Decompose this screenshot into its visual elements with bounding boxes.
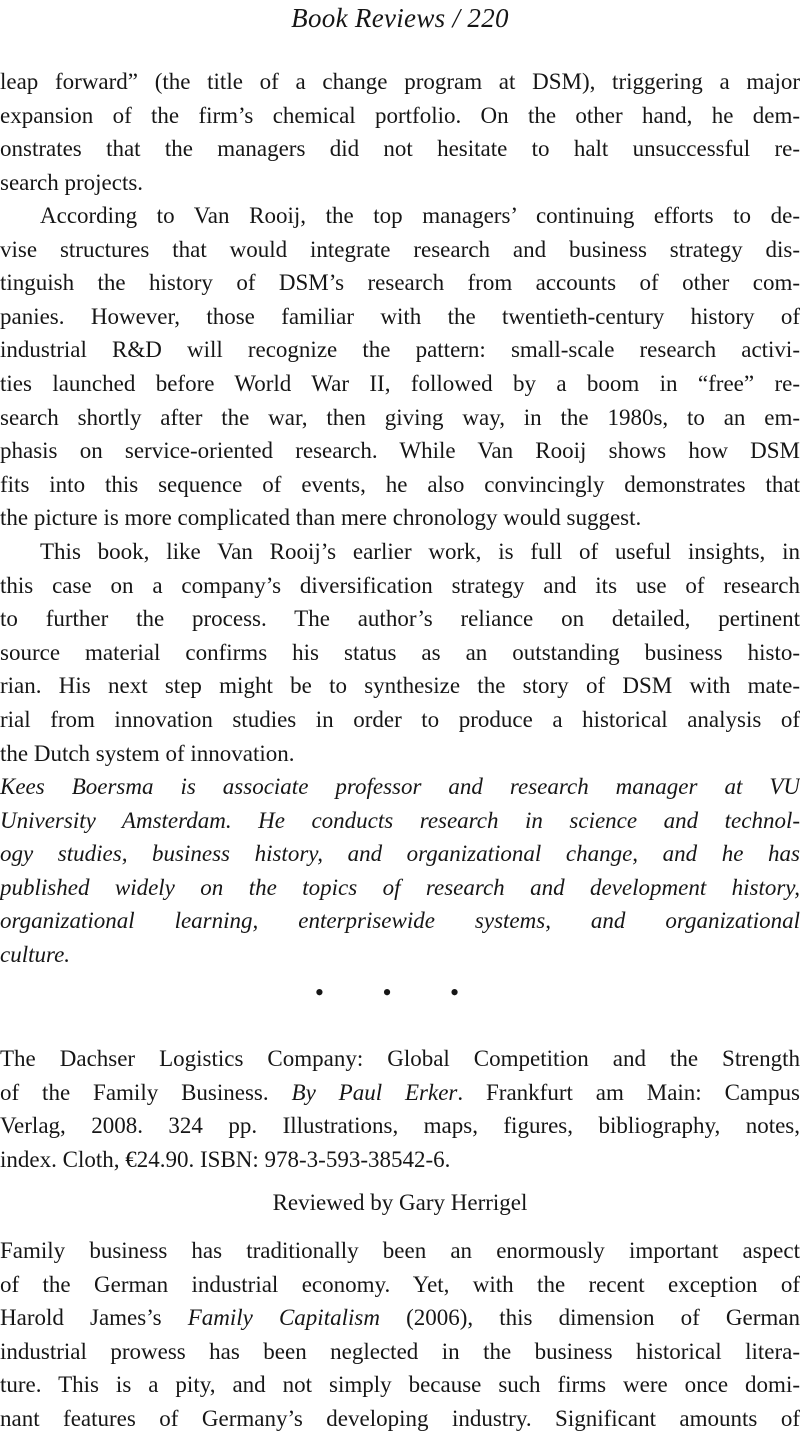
text-line: ties launched before World War II, followed by a boom in “free” re- xyxy=(0,370,800,396)
text-line: industrial prowess has been neglected in the business historical litera- xyxy=(0,1338,800,1364)
text-line: ture. This is a pity, and not simply because such firms were once domi- xyxy=(0,1372,800,1398)
text-line: leap forward” (the title of a change program at DSM), triggering a major xyxy=(0,69,800,94)
citation-text: . Frankfurt am Main: Campus xyxy=(457,1079,800,1105)
body-text: Harold James’s xyxy=(0,1305,188,1331)
reviewer-bio xyxy=(0,770,800,972)
book-citation xyxy=(0,1042,800,1176)
text-line: index. Cloth, €24.90. ISBN: 978-3-593-38542-6. xyxy=(0,1146,451,1172)
text-line: fits into this sequence of events, he also convincingly demonstrates that xyxy=(0,471,800,497)
text-line: rial from innovation studies in order to produce a historical analysis of xyxy=(0,706,800,732)
header-separator: / xyxy=(452,3,461,33)
text-line: to further the process. The author’s reliance on detailed, pertinent xyxy=(0,606,800,632)
text-line xyxy=(0,1076,800,1110)
text-line: Verlag, 2008. 324 pp. Illustrations, maps, figures, bibliography, notes, xyxy=(0,1113,800,1139)
text-line: the picture is more complicated than mere chronology would suggest. xyxy=(0,505,642,531)
text-line: This book, like Van Rooij’s earlier work, is full of useful insights, in xyxy=(40,539,800,564)
citation-text: of the Family Business. xyxy=(0,1079,292,1105)
text-line: Kees Boersma is associate professor and research manager at VU xyxy=(0,774,800,799)
text-line: tinguish the history of DSM’s research from accounts of other com- xyxy=(0,270,800,296)
text-line: industrial R&D will recognize the pattern: small-scale research activi- xyxy=(0,337,800,363)
text-line: of the German industrial economy. Yet, with the recent exception of xyxy=(0,1271,800,1297)
text-line: culture. xyxy=(0,941,71,967)
text-line: vise structures that would integrate research and business strategy dis- xyxy=(0,236,800,262)
text-line: search shortly after the war, then giving way, in the 1980s, to an em- xyxy=(0,404,800,430)
text-line: the Dutch system of innovation. xyxy=(0,740,295,766)
text-line: phasis on service-oriented research. While Van Rooij shows how DSM xyxy=(0,438,800,464)
text-line: source material confirms his status as an outstanding business histo- xyxy=(0,639,800,665)
running-header xyxy=(0,2,800,34)
page-number: 220 xyxy=(467,3,509,33)
text-line: published widely on the topics of research and development history, xyxy=(0,874,800,900)
text-line: Family business has traditionally been an enormously important aspect xyxy=(0,1238,800,1263)
text-line: expansion of the firm’s chemical portfolio. On the other hand, he dem- xyxy=(0,102,800,128)
paragraph-continuation xyxy=(0,65,800,199)
paragraph-research-structures xyxy=(0,199,800,535)
text-line: The Dachser Logistics Company: Global Competition and the Strength xyxy=(0,1046,800,1071)
cited-book-title: Family Capitalism xyxy=(187,1305,380,1331)
text-line: According to Van Rooij, the top managers’ continuing efforts to de- xyxy=(40,203,800,228)
body-text: (2006), this dimension of German xyxy=(379,1305,800,1331)
text-line: search projects. xyxy=(0,169,144,195)
reviewer-credit: Reviewed by Gary Herrigel xyxy=(272,1190,528,1215)
text-line: nant features of Germany’s developing industry. Significant amounts of xyxy=(0,1405,800,1431)
paragraph-conclusion xyxy=(0,535,800,770)
review-opening-paragraph xyxy=(0,1234,800,1436)
citation-author: By Paul Erker xyxy=(291,1079,458,1105)
text-line xyxy=(0,1301,800,1335)
text-line: onstrates that the managers did not hesitate to halt unsuccessful re- xyxy=(0,136,800,162)
section-divider: • • • xyxy=(314,978,486,1007)
text-line: this case on a company’s diversification strategy and its use of research xyxy=(0,572,800,598)
running-title: Book Reviews xyxy=(291,3,446,33)
text-line: panies. However, those familiar with the twentieth-century history of xyxy=(0,303,800,329)
text-line: University Amsterdam. He conducts research in science and technol- xyxy=(0,807,800,833)
text-line: organizational learning, enterprisewide systems, and organizational xyxy=(0,908,800,934)
text-line: ogy studies, business history, and organizational change, and he has xyxy=(0,841,800,867)
text-line: rian. His next step might be to synthesize the story of DSM with mate- xyxy=(0,673,800,699)
